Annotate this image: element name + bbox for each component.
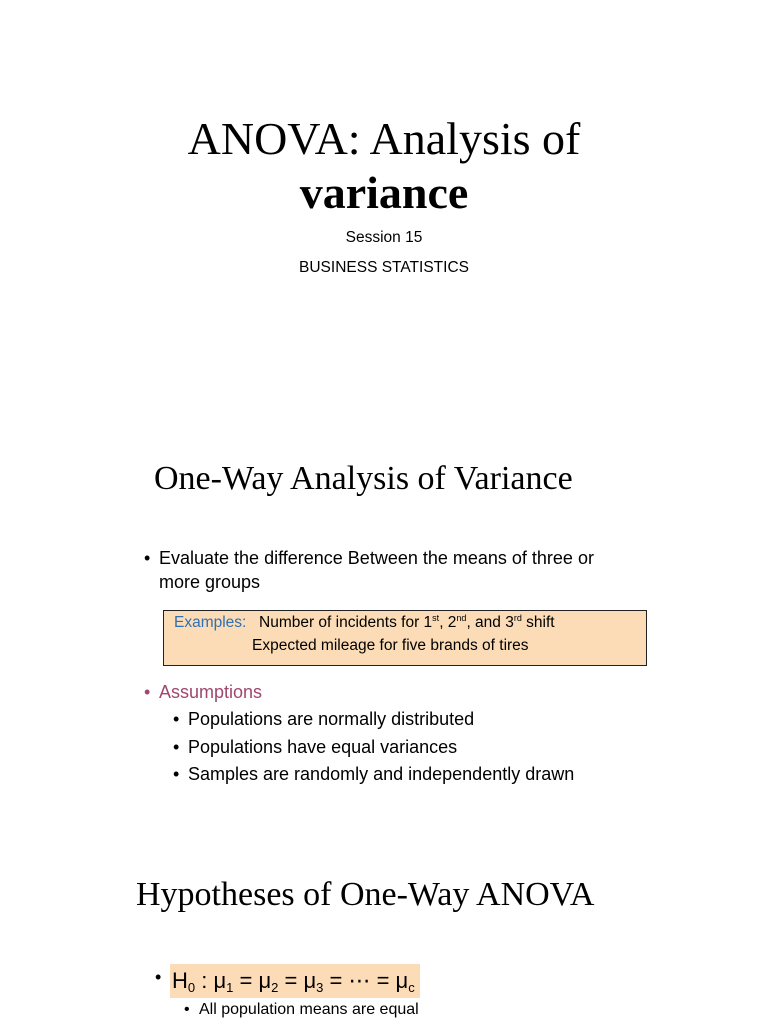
examples-label: Examples: <box>174 614 247 631</box>
bullet-main <box>144 546 594 594</box>
slide2-title: One-Way Analysis of Variance <box>154 460 573 497</box>
bullet-dot: • <box>144 682 151 702</box>
slide1-title-line1: ANOVA: Analysis of <box>187 113 581 164</box>
bullet-dot: • <box>173 709 180 729</box>
assumption-item: • Populations have equal variances <box>173 737 458 757</box>
slide1-title <box>0 112 768 220</box>
examples-box <box>163 610 647 666</box>
bullet-dot: • <box>155 967 162 987</box>
bullet-dot: • <box>173 737 180 757</box>
bullet-dot: • <box>144 548 151 568</box>
session-label: Session 15 <box>345 229 423 246</box>
assumptions-heading <box>144 680 263 704</box>
assumption-item: • Samples are randomly and independently drawn <box>173 764 575 784</box>
examples-line2: Expected mileage for five brands of tires <box>252 637 529 654</box>
bullet-main-line1: Evaluate the difference Between the means of three or <box>159 548 594 568</box>
null-hypothesis-note: • All population means are equal <box>184 1001 419 1018</box>
slide1-title-line2: variance <box>299 167 469 218</box>
null-hypothesis-formula: $H_0$ : $\mu_1 = \mu_2 = \mu_3$ = ⋯ = $\mu_c$ <box>170 964 420 998</box>
assumptions-label: Assumptions <box>159 682 263 702</box>
bullet-main-line2: more groups <box>159 572 261 592</box>
bullet-dot: • <box>173 764 180 784</box>
assumption-item: • Populations are normally distributed <box>173 709 475 729</box>
bullet-dot: • <box>184 1001 190 1018</box>
slide3-title: Hypotheses of One-Way ANOVA <box>136 876 595 913</box>
course-label: BUSINESS STATISTICS <box>299 259 469 276</box>
examples-line1: Number of incidents for 1st, 2nd, and 3rd shift <box>259 613 555 631</box>
